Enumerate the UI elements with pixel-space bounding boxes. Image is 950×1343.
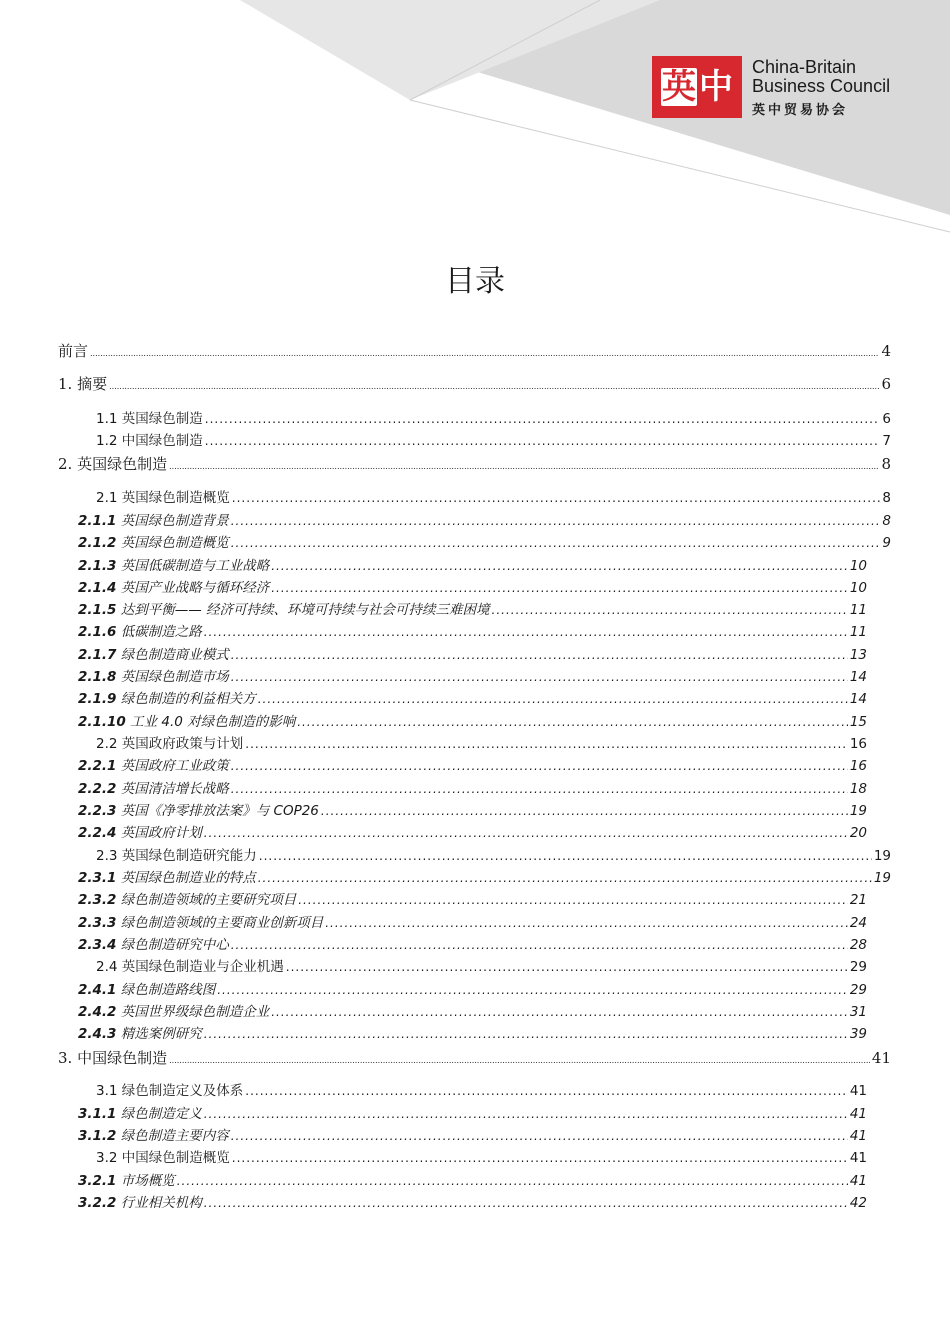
logo-mark [652,56,742,118]
toc-entry[interactable] [96,486,891,506]
toc-entry[interactable] [78,1124,867,1144]
toc-page-number: 41 [849,1150,867,1166]
toc-entry[interactable] [78,911,867,931]
toc-entry-label: 前言 [58,342,89,360]
toc-leader-dots [90,349,879,358]
toc-leader-dots [258,692,848,706]
toc-leader-dots [231,514,881,528]
toc-page-number: 11 [849,624,867,640]
toc-page-number: 19 [873,848,891,864]
toc-page-number: 18 [849,781,867,797]
toc-leader-dots [205,434,881,448]
logo-en-line2: Business Council [752,76,891,96]
toc-page-number: 31 [849,1004,867,1020]
toc-entry[interactable] [78,754,867,774]
toc-entry[interactable] [78,1191,867,1211]
toc-entry-label: 3.1 绿色制造定义及体系 [96,1083,244,1099]
toc-entry[interactable] [78,1000,867,1020]
toc-leader-dots [232,1151,848,1165]
toc-entry-label: 2.4.1 绿色制造路线图 [78,982,216,998]
toc-entry-label: 3.1.1 绿色制造定义 [78,1106,202,1122]
toc-entry-label: 2.1.10 工业 4.0 对绿色制造的影响 [78,714,296,730]
toc-entry-label: 3. 中国绿色制造 [58,1049,168,1067]
toc-entry-label: 2. 英国绿色制造 [58,455,168,473]
toc-leader-dots [231,536,881,550]
toc-leader-dots [232,491,881,505]
toc-page-number: 19 [849,803,867,819]
toc-page-number: 14 [849,669,867,685]
toc-page-number: 6 [882,411,891,427]
toc-leader-dots [297,715,848,729]
toc-entry[interactable] [78,1169,867,1189]
toc-page-number: 10 [849,580,867,596]
toc-leader-dots [204,1107,848,1121]
toc-page-number: 41 [871,1049,891,1067]
toc-leader-dots [205,412,881,426]
toc-entry-label: 2.2.2 英国清洁增长战略 [78,781,229,797]
toc-entry[interactable] [78,576,867,596]
toc-leader-dots [271,581,848,595]
toc-entry-label: 2.1.7 绿色制造商业模式 [78,647,229,663]
toc-entry[interactable] [78,933,867,953]
toc-page-number: 15 [849,714,867,730]
toc-leader-dots [492,603,848,617]
toc-leader-dots [231,670,848,684]
toc-page-number: 29 [849,982,867,998]
toc-entry-label: 2.2 英国政府政策与计划 [96,736,244,752]
toc-entry[interactable] [96,732,867,752]
toc-page-number: 42 [849,1195,867,1211]
toc-page-number: 24 [849,915,867,931]
toc-leader-dots [217,983,848,997]
toc-entry[interactable] [96,955,867,975]
toc-entry[interactable] [96,844,891,864]
toc-leader-dots [204,1196,848,1210]
toc-leader-dots [259,849,872,863]
toc-entry[interactable] [96,407,891,427]
logo-en-line1: China-Britain [752,57,857,77]
toc-entry[interactable] [58,373,891,394]
toc-leader-dots [321,804,848,818]
toc-entry[interactable] [78,643,867,663]
toc-entry-label: 2.1.6 低碳制造之路 [78,624,202,640]
toc-entry-label: 2.3 英国绿色制造研究能力 [96,848,257,864]
toc-page-number: 13 [849,647,867,663]
toc-entry[interactable] [78,1022,867,1042]
background-decoration [0,0,950,240]
toc-leader-dots [204,826,848,840]
toc-entry[interactable] [78,598,867,618]
toc-entry[interactable] [78,1102,867,1122]
logo-cn-name: 英中贸易协会 [752,103,849,118]
toc-entry[interactable] [96,1079,867,1099]
toc-entry-label: 1. 摘要 [58,375,108,393]
logo-mark-right-char: 中 [699,67,733,107]
toc-entry-label: 2.2.1 英国政府工业政策 [78,758,229,774]
toc-entry[interactable] [78,821,867,841]
toc-page-number: 41 [849,1173,867,1189]
toc-leader-dots [204,1027,848,1041]
toc-entry[interactable] [58,340,891,361]
toc-entry-label: 1.2 中国绿色制造 [96,433,203,449]
toc-page-number: 41 [849,1106,867,1122]
toc-leader-dots [231,648,848,662]
toc-entry[interactable] [78,888,867,908]
toc-page-number: 16 [849,758,867,774]
toc-entry[interactable] [78,531,891,551]
toc-leader-dots [204,625,848,639]
toc-leader-dots [177,1174,848,1188]
cbbc-logo [652,56,890,118]
toc-entry[interactable] [78,777,867,797]
toc-entry[interactable] [78,665,867,685]
toc-entry-label: 2.1 英国绿色制造概览 [96,490,230,506]
toc-entry[interactable] [78,799,867,819]
toc-entry-label: 2.4.2 英国世界级绿色制造企业 [78,1004,270,1020]
toc-leader-dots [231,759,848,773]
toc-entry-label: 3.2.2 行业相关机构 [78,1195,202,1211]
toc-entry-label: 2.4.3 精选案例研究 [78,1026,202,1042]
toc-entry-label: 2.2.4 英国政府计划 [78,825,202,841]
toc-page-number: 11 [849,602,867,618]
toc-page-number: 8 [881,455,891,473]
toc-page-number: 29 [849,959,867,975]
toc-entry-label: 3.2.1 市场概览 [78,1173,175,1189]
toc-page-number: 14 [849,691,867,707]
toc-entry-label: 2.1.9 绿色制造的利益相关方 [78,691,256,707]
toc-page-number: 8 [882,513,891,529]
toc-entry[interactable] [96,1146,867,1166]
toc-page-number: 41 [849,1128,867,1144]
toc-leader-dots [109,382,879,391]
toc-page-number: 6 [881,375,891,393]
logo-text [752,58,890,118]
toc-leader-dots [325,916,848,930]
toc-page-number: 8 [882,490,891,506]
toc-leader-dots [169,1056,870,1065]
toc-entry[interactable] [78,710,867,730]
toc-entry-label: 3.2 中国绿色制造概览 [96,1150,230,1166]
toc-leader-dots [245,737,848,751]
toc-page-number: 20 [849,825,867,841]
toc-entry[interactable] [96,429,891,449]
toc-entry-label: 2.3.2 绿色制造领域的主要研究项目 [78,892,297,908]
toc-entry-label: 2.1.5 达到平衡—— 经济可持续、环境可持续与社会可持续三难困境 [78,602,490,618]
toc-entry-label: 2.1.3 英国低碳制造与工业战略 [78,558,270,574]
toc-entry[interactable] [78,509,891,529]
toc-page-number: 19 [873,870,891,886]
toc-page-number: 28 [849,937,867,953]
toc-entry-label: 2.1.2 英国绿色制造概览 [78,535,229,551]
toc-entry-label: 1.1 英国绿色制造 [96,411,203,427]
toc-entry[interactable] [58,1047,891,1068]
toc-leader-dots [271,1005,848,1019]
toc-leader-dots [231,1129,848,1143]
toc-leader-dots [169,462,879,471]
toc-entry-label: 2.3.4 绿色制造研究中心 [78,937,229,953]
toc-leader-dots [245,1084,848,1098]
toc-entry[interactable] [58,453,891,474]
toc-entry-label: 2.1.1 英国绿色制造背景 [78,513,229,529]
toc-leader-dots [271,559,848,573]
toc-leader-dots [231,782,848,796]
toc-leader-dots [231,938,848,952]
toc-page-number: 21 [849,892,867,908]
toc-entry[interactable] [78,687,867,707]
toc-page-number: 7 [882,433,891,449]
toc-entry-label: 2.4 英国绿色制造业与企业机遇 [96,959,284,975]
toc-entry[interactable] [78,866,891,886]
toc-leader-dots [258,871,872,885]
toc-page-number: 39 [849,1026,867,1042]
toc-page-number: 16 [849,736,867,752]
page-title: 目录 [445,264,505,299]
toc-page-number: 4 [881,342,891,360]
toc-entry[interactable] [78,554,867,574]
toc-entry[interactable] [78,978,867,998]
toc-entry-label: 3.1.2 绿色制造主要内容 [78,1128,229,1144]
toc-leader-dots [298,893,848,907]
toc-entry-label: 2.1.4 英国产业战略与循环经济 [78,580,270,596]
toc-entry-label: 2.3.1 英国绿色制造业的特点 [78,870,256,886]
toc-page-number: 10 [849,558,867,574]
toc-leader-dots [286,960,848,974]
toc-entry-label: 2.1.8 英国绿色制造市场 [78,669,229,685]
toc-page-number: 9 [882,535,891,551]
toc-entry-label: 2.3.3 绿色制造领域的主要商业创新项目 [78,915,324,931]
toc-entry[interactable] [78,620,867,640]
toc-entry-label: 2.2.3 英国《净零排放法案》与 COP26 [78,803,319,819]
toc-page-number: 41 [849,1083,867,1099]
logo-mark-left-char: 英 [662,67,696,107]
